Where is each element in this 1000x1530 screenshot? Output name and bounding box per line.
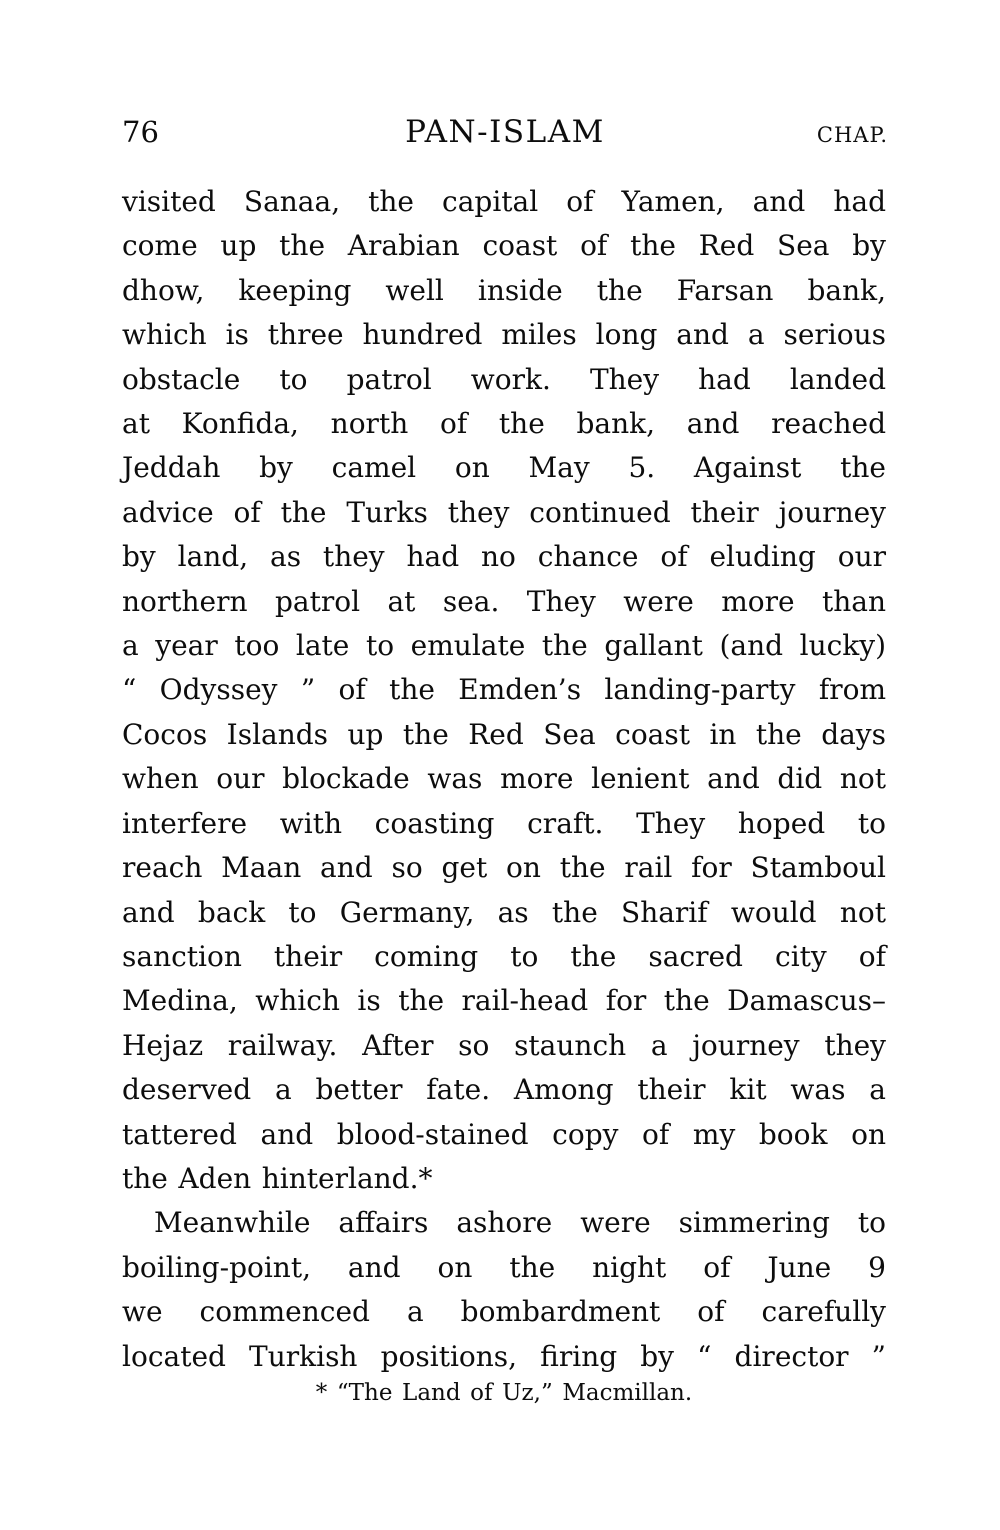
running-title: PAN-ISLAM bbox=[405, 114, 605, 150]
text-line: by land, as they had no chance of eluding our bbox=[122, 540, 886, 574]
text-line: obstacle to patrol work. They had landed bbox=[122, 362, 886, 396]
text-line: at Konfida, north of the bank, and reached bbox=[122, 407, 886, 441]
text-line: Meanwhile affairs ashore were simmering to bbox=[154, 1206, 886, 1240]
text-line: advice of the Turks they continued their journey bbox=[122, 495, 886, 529]
page-body bbox=[122, 180, 886, 1379]
text-line: when our blockade was more lenient and did not bbox=[122, 762, 886, 796]
text-line: interfere with coasting craft. They hoped to bbox=[122, 806, 886, 840]
text-line: Hejaz railway. After so staunch a journey they bbox=[122, 1028, 886, 1062]
text-line: which is three hundred miles long and a serious bbox=[122, 318, 886, 352]
text-line: deserved a better fate. Among their kit was a bbox=[122, 1073, 886, 1107]
text-line: Jeddah by camel on May 5. Against the bbox=[122, 451, 886, 485]
text-line: dhow, keeping well inside the Farsan bank, bbox=[122, 273, 886, 307]
footnote: * “The Land of Uz,” Macmillan. bbox=[315, 1380, 693, 1406]
text-line: Medina, which is the rail-head for the Damascus– bbox=[122, 984, 886, 1018]
text-line: visited Sanaa, the capital of Yamen, and had bbox=[122, 185, 886, 218]
text-line: northern patrol at sea. They were more than bbox=[122, 584, 886, 618]
text-line: come up the Arabian coast of the Red Sea by bbox=[122, 229, 886, 263]
page-header bbox=[122, 114, 888, 150]
page-number: 76 bbox=[122, 115, 159, 149]
text-line: reach Maan and so get on the rail for Stamboul bbox=[122, 851, 886, 885]
text-line: we commenced a bombardment of carefully bbox=[122, 1295, 886, 1329]
text-line: tattered and blood-stained copy of my book on bbox=[122, 1117, 886, 1151]
text-line: Cocos Islands up the Red Sea coast in the days bbox=[122, 717, 886, 751]
text-line: “ Odyssey ” of the Emden’s landing-party from bbox=[122, 673, 886, 707]
text-line: sanction their coming to the sacred city of bbox=[122, 939, 886, 973]
text-line: a year too late to emulate the gallant (and lucky) bbox=[122, 629, 886, 663]
text-line: the Aden hinterland.* bbox=[122, 1161, 433, 1195]
chapter-label: CHAP. bbox=[816, 123, 889, 147]
text-line: boiling-point, and on the night of June 9 bbox=[122, 1250, 886, 1284]
text-line: located Turkish positions, firing by “ director ” bbox=[122, 1339, 886, 1373]
text-line: and back to Germany, as the Sharif would not bbox=[122, 895, 886, 929]
